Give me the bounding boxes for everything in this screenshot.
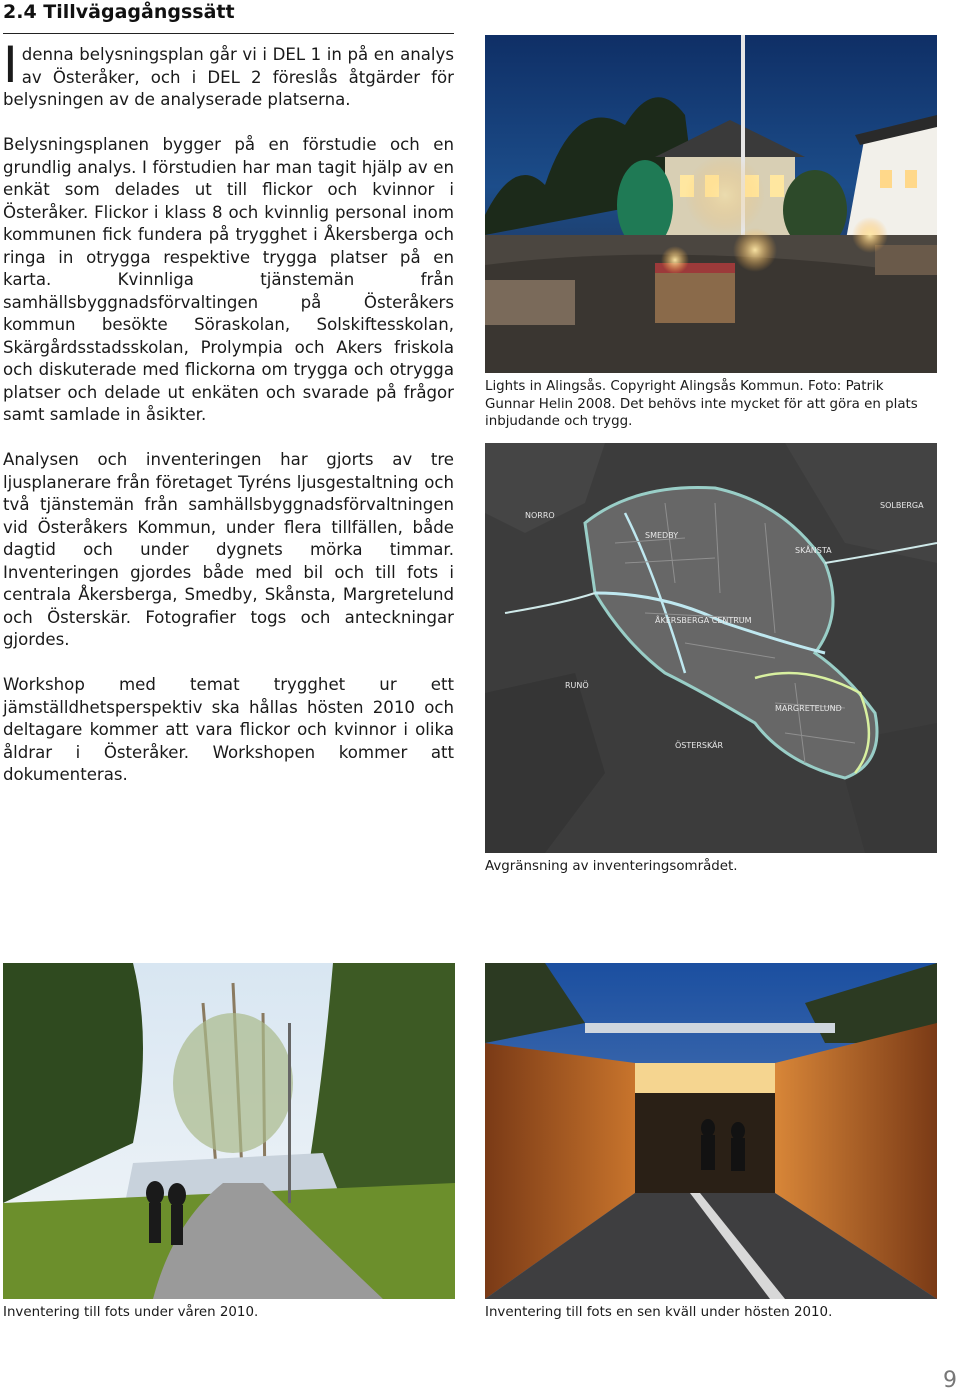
section-heading: 2.4 Tillvägagångssätt (3, 1, 235, 23)
body-text (3, 36, 454, 809)
page-number: 9 (943, 1368, 957, 1393)
heading-rule (3, 33, 454, 34)
night-square-photo (485, 35, 937, 373)
tunnel-caption: Inventering till fots en sen kväll under hösten 2010. (485, 1305, 833, 1320)
spring-walk-caption: Inventering till fots under våren 2010. (3, 1305, 259, 1320)
map-label-smedby: SMEDBY (645, 531, 679, 540)
map-label-solberga: SOLBERGA (880, 501, 924, 510)
paragraph-prestudy: Belysningsplanen bygger på en förstudie och en grundlig analys. I förstudien har man tagit hjälp av en enkät som delades ut till flickor och kvinnor i Österåker. Flickor i klass 8 och kvinnlig personal inom kommunen fick fundera på trygghet i Åkersberga och ringa in otrygga respektive trygga platser på en karta. Kvinnliga tjänstemän från samhällsbyggnadsförvaltingen på Österåkers kommun besökte Söraskolan, Solskiftesskolan, Skärgårdsstadsskolan, Prolympia och Akers friskola och diskuterade med flickorna om trygga och otrygga platser och delade ut enkäten och svarade på frågor samt samlade in åsikter. (3, 135, 454, 424)
spring-walk-photo (3, 963, 455, 1299)
map-label-skansta: SKÅNSTA (795, 546, 832, 555)
night-square-caption: Lights in Alingsås. Copyright Alingsås Kommun. Foto: Patrik Gunnar Helin 2008. Det behövs inte mycket för att göra en plats inbjudande och trygg. (485, 379, 918, 429)
map-label-osterskar: ÖSTERSKÄR (675, 741, 724, 750)
paragraph-workshop: Workshop med temat trygghet ur ett jämställdhetsperspektiv ska hållas hösten 2010 och deltagare kommer att vara flickor och kvinnor i olika åldrar i Österåker. Workshopen kommer att dokumenteras. (3, 675, 454, 784)
paragraph-intro: Idenna belysningsplan går vi i DEL 1 in på en analys av Österåker, och i DEL 2 föreslås åtgärder för belysningen av de analyserade platserna. (3, 36, 454, 109)
map-caption: Avgränsning av inventeringsområdet. (485, 859, 738, 874)
map-label-margretelund: MARGRETELUND (775, 704, 842, 713)
map-label-akersberga-centrum: ÅKERSBERGA CENTRUM (655, 616, 752, 625)
map-label-norro: NORRO (525, 511, 555, 520)
map-label-runo: RUNÖ (565, 681, 589, 690)
tunnel-photo (485, 963, 937, 1299)
paragraph-analysis: Analysen och inventeringen har gjorts av tre ljusplanerare från företaget Tyréns ljusgestaltning och två tjänstemän från samhällsbyggnadsförvaltningen vid Österåkers Kommun, under flera tillfällen, både dagtid och under dygnets mörka timmar. Inventeringen gjordes både med bil och till fots i centrala Åkersberga, Smedby, Skånsta, Margretelund och Österskär. Fotografier togs och anteckningar gjordes. (3, 450, 454, 649)
inventory-area-map (485, 443, 937, 853)
